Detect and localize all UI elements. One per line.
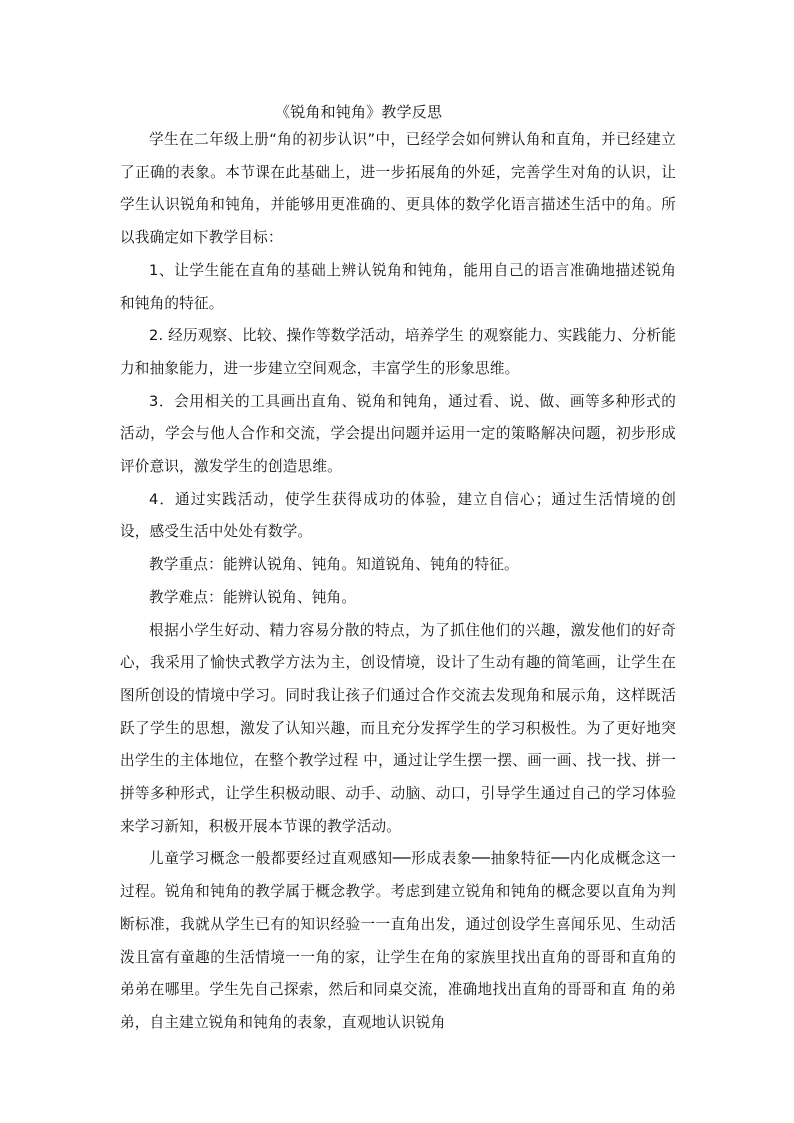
document-body xyxy=(120,124,676,1040)
paragraph-concept: 儿童学习概念一般都要经过直观感知──形成表象──抽象特征──内化成概念这一过程。锐角和钝角的教学属于概念教学。考虑到建立锐角和钝角的概念要以直角为判断标准，我就从学生已有的知识经验一一直角出发，通过创设学生喜闻乐见、生动活泼且富有童趣的生活情境一一角的家，让学生在角的家族里找出直角的哥哥和直角的弟弟在哪里。学生先自己探索，然后和同桌交流，准确地找出直角的哥哥和直 角的弟弟，自主建立锐角和钝角的表象，直观地认识锐角 xyxy=(120,850,676,1031)
paragraph-intro: 学生在二年级上册“角的初步认识”中，已经学会如何辨认角和直角，并已经建立了正确的表象。本节课在此基础上，进一步拓展角的外延，完善学生对角的认识，让学生认识锐角和钝角，并能够用更准确的、更具体的数学化语言描述生活中的角。所以我确定如下教学目标： xyxy=(120,131,676,247)
paragraph-key-point: 教学重点：能辨认锐角、钝角。知道锐角、钝角的特征。 xyxy=(149,556,519,574)
paragraph-goal-3: 3．会用相关的工具画出直角、锐角和钝角，通过看、说、做、画等多种形式的活动，学会与他人合作和交流，学会提出问题并运用一定的策略解决问题，初步形成评价意识，激发学生的创造思维。 xyxy=(120,392,676,476)
paragraph-method: 根据小学生好动、精力容易分散的特点，为了抓住他们的兴趣，激发他们的好奇心，我采用了愉快式教学方法为主，创设情境，设计了生动有趣的简笔画，让学生在图所创设的情境中学习。同时我让孩子们通过合作交流去发现角和展示角，这样既活跃了学生的思想，激发了认知兴趣，而且充分发挥学生的学习积极性。为了更好地突出学生的主体地位，在整个教学过程 中，通过让学生摆一摆、画一画、找一找、拼一拼等多种形式，让学生积极动眼、动手、动脑、动口，引导学生通过自己的学习体验来学习新知，积极开展本节课的教学活动。 xyxy=(120,621,676,835)
paragraph-goal-1: 1、让学生能在直角的基础上辨认锐角和钝角，能用自己的语言准确地描述锐角和钝角的特征。 xyxy=(120,261,676,312)
paragraph-goal-4: 4．通过实践活动，使学生获得成功的体验，建立自信心；通过生活情境的创设，感受生活中处处有数学。 xyxy=(120,490,676,541)
paragraph-difficult-point: 教学难点：能辨认锐角、钝角。 xyxy=(149,588,357,606)
paragraph-goal-2: 2. 经历观察、比较、操作等数学活动，培养学生 的观察能力、实践能力、分析能力和抽象能力，进一步建立空间观念，丰富学生的形象思维。 xyxy=(120,327,676,377)
document-title: 《锐角和钝角》教学反思 xyxy=(275,103,443,121)
